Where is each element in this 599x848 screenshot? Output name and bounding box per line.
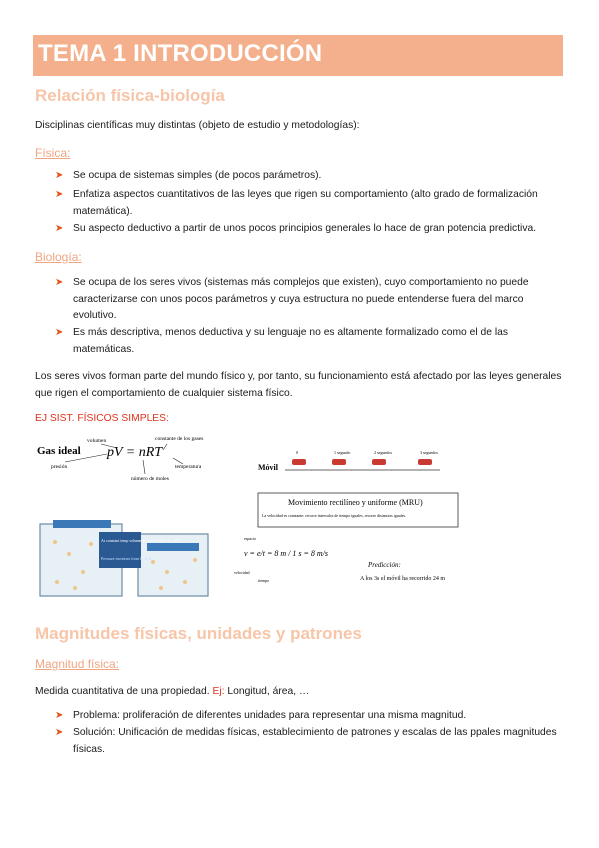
- section-heading-magnitudes: Magnitudes físicas, unidades y patrones: [35, 624, 362, 643]
- gas-equation: pV = nRT: [107, 445, 163, 460]
- magnitud-fisica-label: Magnitud física:: [35, 657, 120, 671]
- magnitudes-bullet-2: ➤ Solución: Unificación de medidas físicas, establecimiento de patrones y escalas de las ppales magnitudes físicas.: [55, 727, 557, 755]
- car-icon: [372, 459, 386, 465]
- svg-text:0: 0: [296, 450, 298, 455]
- svg-text:3 segundos: 3 segundos: [420, 450, 438, 455]
- svg-text:At constant temp volume decrea: At constant temp volume decreases from V₁ to V₂: [101, 538, 181, 543]
- svg-text:Pressure increases from P₁ to: Pressure increases from P₁ to P₂: [101, 556, 153, 561]
- label-presion: presión: [51, 464, 68, 470]
- arrow-icon: ➤: [55, 170, 64, 181]
- magnitudes-bullet-1: ➤ Problema: proliferación de diferentes unidades para representar una misma magnitud.: [55, 708, 565, 725]
- car-icon: [292, 459, 306, 465]
- arrow-icon: ➤: [55, 277, 64, 288]
- magnitud-definition: Medida cuantitativa de una propiedad. Ej: Longitud, área, …: [35, 686, 310, 697]
- title-banner: [33, 35, 563, 76]
- svg-text:2 segundos: 2 segundos: [374, 450, 392, 455]
- mru-box-text: La velocidad es constante: recorre intervalos de tiempo iguales, recorre distancias iguales.: [262, 513, 407, 518]
- svg-text:1 segundo: 1 segundo: [334, 450, 351, 455]
- fisica-bullet-1: ➤ Se ocupa de sistemas simples (de pocos parámetros).: [55, 168, 565, 185]
- piston-left: [53, 520, 111, 528]
- mru-equation: v = e/t = 8 m / 1 s = 8 m/s: [244, 549, 328, 558]
- label-temperatura: temperatura: [175, 464, 202, 470]
- ideal-gas-figure: [35, 432, 215, 600]
- conclusion-text: Los seres vivos forman parte del mundo físico y, por tanto, su funcionamiento está afectado por las leyes generales que rigen el comportamiento de cualquier sistema físico.: [35, 371, 562, 399]
- car-icon: [418, 459, 432, 465]
- biologia-bullet-2: ➤ Es más descriptiva, menos deductiva y su lenguaje no es altamente formalizado como el de las matemáticas.: [55, 327, 508, 355]
- car-icon: [332, 459, 346, 465]
- section-heading-relacion: Relación física-biología: [35, 86, 225, 105]
- mru-box-title: Movimiento rectilíneo y uniforme (MRU): [288, 498, 423, 507]
- svg-text:A los 3s el móvil ha recorrido: A los 3s el móvil ha recorrido 24 m: [360, 576, 445, 582]
- fisica-bullet-2: ➤ Enfatiza aspectos cuantitativos de las leyes que rigen su comportamiento (alto grado de formalización matemática).: [55, 189, 538, 217]
- arrow-icon: ➤: [55, 710, 64, 721]
- mru-figure: [230, 440, 460, 590]
- label-volumen: volumen: [87, 438, 107, 444]
- arrow-icon: ➤: [55, 223, 64, 234]
- arrow-icon: ➤: [55, 327, 64, 338]
- svg-text:Predicción:: Predicción:: [368, 561, 401, 569]
- fisica-label: Física:: [35, 146, 71, 160]
- biologia-label: Biología:: [35, 250, 82, 264]
- arrow-icon: ➤: [55, 727, 64, 738]
- fisica-bullet-3: ➤ Su aspecto deductivo a partir de unos pocos principios generales lo hace de gran potencia predictiva.: [55, 221, 565, 238]
- label-moles: número de moles: [131, 476, 169, 482]
- svg-text:velocidad: velocidad: [234, 570, 250, 575]
- page-title: TEMA 1 INTRODUCCIÓN: [38, 40, 323, 67]
- piston-right: [147, 543, 199, 551]
- svg-text:espacio: espacio: [244, 536, 256, 541]
- svg-text:tiempo: tiempo: [258, 578, 270, 583]
- movil-label: Móvil: [258, 463, 278, 472]
- arrow-icon: ➤: [55, 189, 64, 200]
- examples-label: EJ SIST. FÍSICOS SIMPLES:: [35, 413, 169, 424]
- label-constante: constante de los gases: [155, 436, 204, 442]
- gas-ideal-title: Gas ideal: [37, 445, 81, 457]
- biologia-bullet-1: ➤ Se ocupa de los seres vivos (sistemas más complejos que existen), cuyo comportamiento no puede caracterizarse con unos pocos parámetros y cuya estructura no puede entenderse fuera del marco evolutivo.: [55, 277, 529, 321]
- intro-text: Disciplinas científicas muy distintas (objeto de estudio y metodologías):: [35, 120, 360, 131]
